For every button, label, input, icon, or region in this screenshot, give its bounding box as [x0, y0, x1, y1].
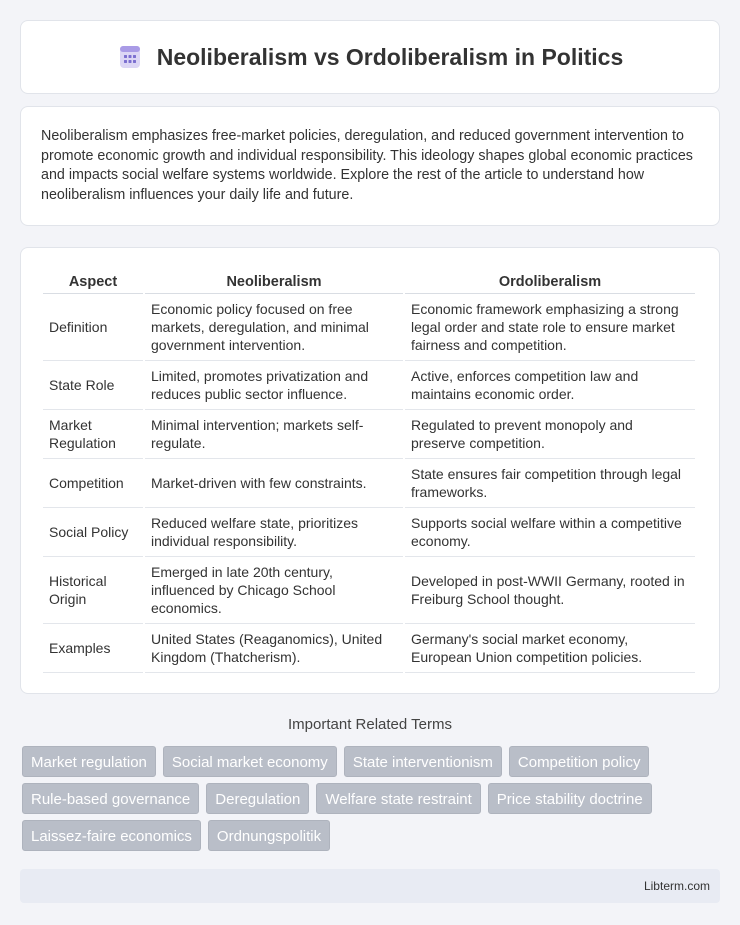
table-row [43, 624, 695, 673]
related-term-tag[interactable]: Social market economy [163, 746, 337, 777]
cell-ordoliberalism: Germany's social market economy, European Union competition policies. [405, 624, 695, 673]
header-neoliberalism: Neoliberalism [145, 268, 403, 294]
page-title: Neoliberalism vs Ordoliberalism in Politics [156, 43, 624, 70]
cell-aspect: Examples [43, 624, 143, 673]
cell-ordoliberalism: Active, enforces competition law and maintains economic order. [405, 361, 695, 410]
table-row [43, 294, 695, 361]
cell-aspect: State Role [43, 361, 143, 410]
intro-card [20, 106, 720, 226]
cell-ordoliberalism: Regulated to prevent monopoly and preserve competition. [405, 410, 695, 459]
comparison-table [41, 268, 697, 673]
table-header-row [43, 268, 695, 294]
table-row [43, 361, 695, 410]
related-term-tag[interactable]: Market regulation [22, 746, 156, 777]
related-terms-list [22, 746, 722, 857]
cell-ordoliberalism: Economic framework emphasizing a strong legal order and state role to ensure market fairness and competition. [405, 294, 695, 361]
cell-neoliberalism: Economic policy focused on free markets, deregulation, and minimal government intervention. [145, 294, 403, 361]
header-ordoliberalism: Ordoliberalism [405, 268, 695, 294]
cell-ordoliberalism: Developed in post-WWII Germany, rooted in Freiburg School thought. [405, 557, 695, 624]
cell-neoliberalism: Market-driven with few constraints. [145, 459, 403, 508]
document-grid-icon [117, 44, 143, 70]
cell-neoliberalism: Minimal intervention; markets self-regulate. [145, 410, 403, 459]
intro-text: Neoliberalism emphasizes free-market policies, deregulation, and reduced government intervention to promote economic growth and individual responsibility. This ideology shapes global economic practices and impacts social welfare systems worldwide. Explore the rest of the article to understand how neoliberalism influences your daily life and future. [41, 128, 693, 203]
related-term-tag[interactable]: Ordnungspolitik [208, 820, 330, 851]
page-footer [20, 869, 720, 903]
related-term-tag[interactable]: Rule-based governance [22, 783, 199, 814]
table-row [43, 557, 695, 624]
cell-ordoliberalism: State ensures fair competition through legal frameworks. [405, 459, 695, 508]
related-term-tag[interactable]: Price stability doctrine [488, 783, 652, 814]
cell-neoliberalism: United States (Reaganomics), United Kingdom (Thatcherism). [145, 624, 403, 673]
related-term-tag[interactable]: State interventionism [344, 746, 502, 777]
comparison-card [20, 247, 720, 694]
cell-neoliberalism: Limited, promotes privatization and reduces public sector influence. [145, 361, 403, 410]
table-row [43, 508, 695, 557]
cell-aspect: Competition [43, 459, 143, 508]
cell-aspect: Social Policy [43, 508, 143, 557]
cell-aspect: Historical Origin [43, 557, 143, 624]
table-row [43, 410, 695, 459]
cell-neoliberalism: Emerged in late 20th century, influenced by Chicago School economics. [145, 557, 403, 624]
related-term-tag[interactable]: Welfare state restraint [316, 783, 480, 814]
related-term-tag[interactable]: Competition policy [509, 746, 650, 777]
header-aspect: Aspect [43, 268, 143, 294]
cell-ordoliberalism: Supports social welfare within a competitive economy. [405, 508, 695, 557]
cell-aspect: Market Regulation [43, 410, 143, 459]
cell-neoliberalism: Reduced welfare state, prioritizes individual responsibility. [145, 508, 403, 557]
cell-aspect: Definition [43, 294, 143, 361]
related-term-tag[interactable]: Deregulation [206, 783, 309, 814]
related-terms-title: Important Related Terms [288, 716, 452, 733]
table-row [43, 459, 695, 508]
related-term-tag[interactable]: Laissez-faire economics [22, 820, 201, 851]
page-header [20, 20, 720, 94]
footer-site-link[interactable]: Libterm.com [643, 879, 710, 893]
